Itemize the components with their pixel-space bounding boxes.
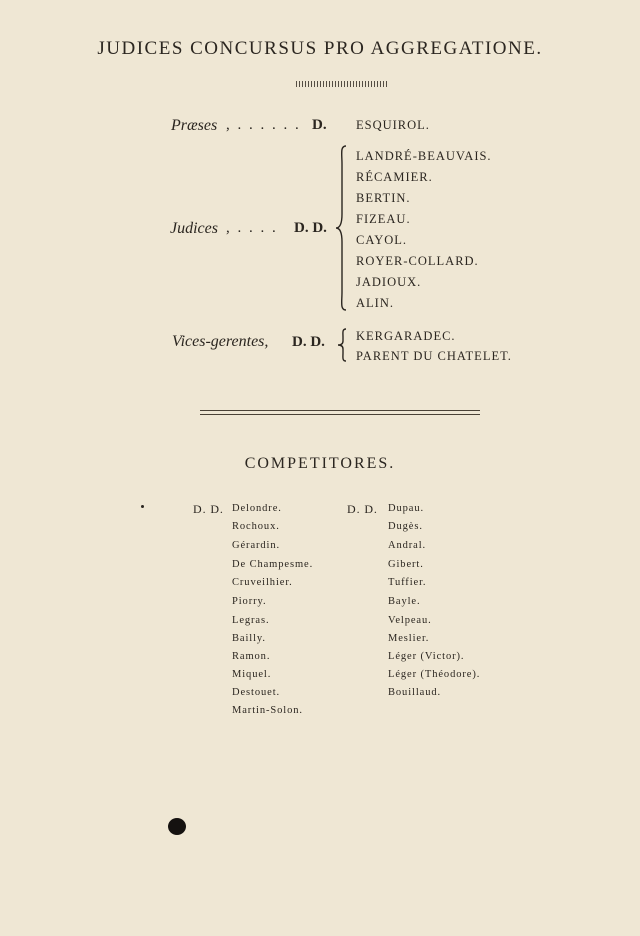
page-title: JUDICES CONCURSUS PRO AGGREGATIONE.	[97, 38, 543, 59]
judex-name: CAYOL.	[356, 233, 408, 247]
praeses-name: ESQUIROL.	[356, 118, 430, 132]
judex-name: ALIN.	[356, 296, 394, 310]
competitor-name: Bailly.	[232, 633, 266, 644]
judices-dots: , . . . .	[226, 220, 278, 236]
judices-role: Judices	[170, 220, 218, 237]
praeses-role: Præses	[171, 117, 218, 134]
competitor-name: Gérardin.	[232, 540, 281, 551]
ink-blot	[168, 818, 186, 835]
vices-abbr: D. D.	[292, 334, 325, 350]
competitor-name: Destouet.	[232, 687, 281, 698]
competitor-name: Dupau.	[388, 503, 425, 514]
vices-brace	[337, 327, 349, 363]
competitor-name: Meslier.	[388, 633, 430, 644]
competitor-name: Velpeau.	[388, 615, 432, 626]
competitor-name: Dugès.	[388, 521, 423, 532]
judex-name: ROYER-COLLARD.	[356, 254, 479, 268]
wavy-rule	[296, 81, 388, 87]
vices-role: Vices-gerentes,	[172, 333, 269, 350]
judex-name: LANDRÉ-BEAUVAIS.	[356, 149, 492, 163]
judices-abbr: D. D.	[294, 220, 327, 236]
competitor-name: Léger (Théodore).	[388, 669, 481, 680]
competitor-name: Legras.	[232, 615, 270, 626]
competitor-name: Delondre.	[232, 503, 282, 514]
competitor-name: Bouillaud.	[388, 687, 442, 698]
section-divider	[200, 410, 480, 415]
praeses-dots: , . . . . . .	[226, 117, 301, 133]
judices-brace	[335, 144, 349, 312]
vices-name: KERGARADEC.	[356, 329, 456, 343]
judex-name: JADIOUX.	[356, 275, 422, 289]
judex-name: FIZEAU.	[356, 212, 411, 226]
competitor-name: De Champesme.	[232, 559, 314, 570]
competitor-name: Andral.	[388, 540, 427, 551]
competitor-name: Gibert.	[388, 559, 424, 570]
competitor-name: Bayle.	[388, 596, 421, 607]
competitor-name: Ramon.	[232, 651, 271, 662]
competitor-name: Piorry.	[232, 596, 267, 607]
right-prefix: D. D.	[347, 502, 378, 516]
judex-name: RÉCAMIER.	[356, 170, 433, 184]
vices-name: PARENT DU CHATELET.	[356, 349, 512, 363]
competitor-name: Tuffier.	[388, 577, 427, 588]
left-prefix: D. D.	[193, 502, 224, 516]
ink-mark	[141, 505, 144, 508]
competitor-name: Miquel.	[232, 669, 272, 680]
competitores-title: COMPETITORES.	[244, 455, 396, 472]
competitor-name: Cruveilhier.	[232, 577, 293, 588]
competitor-name: Martin-Solon.	[232, 705, 303, 716]
praeses-abbr: D.	[312, 117, 327, 133]
competitor-name: Léger (Victor).	[388, 651, 465, 662]
competitor-name: Rochoux.	[232, 521, 280, 532]
judex-name: BERTIN.	[356, 191, 411, 205]
